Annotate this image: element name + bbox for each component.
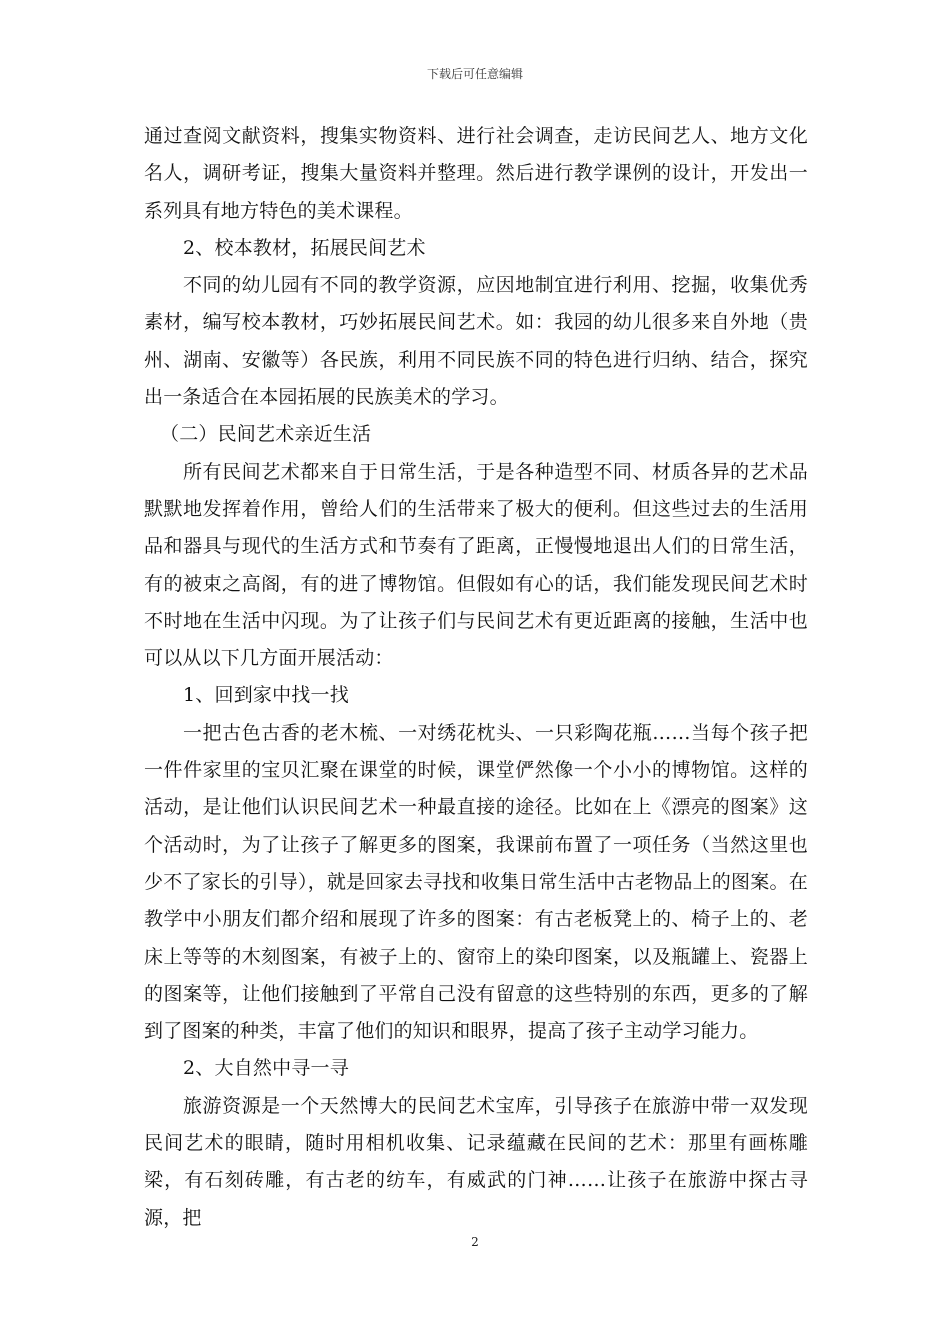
document-body: [144, 118, 808, 1237]
section-heading-2b: 2、大自然中寻一寻: [183, 1057, 349, 1080]
page-number: 2: [471, 1235, 479, 1249]
page-header: 下载后可任意编辑: [426, 67, 523, 81]
section-heading-1: 1、回到家中找一找: [183, 684, 349, 707]
paragraph-1: 通过查阅文献资料，搜集实物资料、进行社会调查，走访民间艺人、地方文化名人，调研考证，搜集大量资料并整理。然后进行教学课例的设计，开发出一系列具有地方特色的美术课程。: [144, 125, 808, 222]
section-heading-er: （二）民间艺术亲近生活: [160, 423, 372, 446]
paragraph-5: 旅游资源是一个天然博大的民间艺术宝库，引导孩子在旅游中带一双发现民间艺术的眼睛，随时用相机收集、记录蕴藏在民间的艺术：那里有画栋雕梁，有石刻砖雕，有古老的纺车，有威武的门神……让孩子在旅游中探古寻源，把: [144, 1094, 808, 1229]
paragraph-2: 不同的幼儿园有不同的教学资源，应因地制宜进行利用、挖掘，收集优秀素材，编写校本教材，巧妙拓展民间艺术。如：我园的幼儿很多来自外地（贵州、湖南、安徽等）各民族，利用不同民族不同的特色进行归纳、结合，探究出一条适合在本园拓展的民族美术的学习。: [144, 274, 808, 409]
paragraph-4: 一把古色古香的老木梳、一对绣花枕头、一只彩陶花瓶……当每个孩子把一件件家里的宝贝汇聚在课堂的时候，课堂俨然像一个小小的博物馆。这样的活动，是让他们认识民间艺术一种最直接的途径。比如在上《漂亮的图案》这个活动时，为了让孩子了解更多的图案，我课前布置了一项任务（当然这里也少不了家长的引导），就是回家去寻找和收集日常生活中古老物品上的图案。在教学中小朋友们都介绍和展现了许多的图案：有古老板凳上的、椅子上的、老床上等等的木刻图案，有被子上的、窗帘上的染印图案，以及瓶罐上、瓷器上的图案等，让他们接触到了平常自己没有留意的这些特别的东西，更多的了解到了图案的种类，丰富了他们的知识和眼界，提高了孩子主动学习能力。: [144, 721, 808, 1043]
paragraph-3: 所有民间艺术都来自于日常生活，于是各种造型不同、材质各异的艺术品默默地发挥着作用，曾给人们的生活带来了极大的便利。但这些过去的生活用品和器具与现代的生活方式和节奏有了距离，正慢慢地退出人们的日常生活，有的被束之高阁，有的进了博物馆。但假如有心的话，我们能发现民间艺术时不时地在生活中闪现。为了让孩子们与民间艺术有更近距离的接触，生活中也可以从以下几方面开展活动：: [144, 460, 808, 670]
section-heading-2: 2、校本教材，拓展民间艺术: [183, 236, 426, 259]
